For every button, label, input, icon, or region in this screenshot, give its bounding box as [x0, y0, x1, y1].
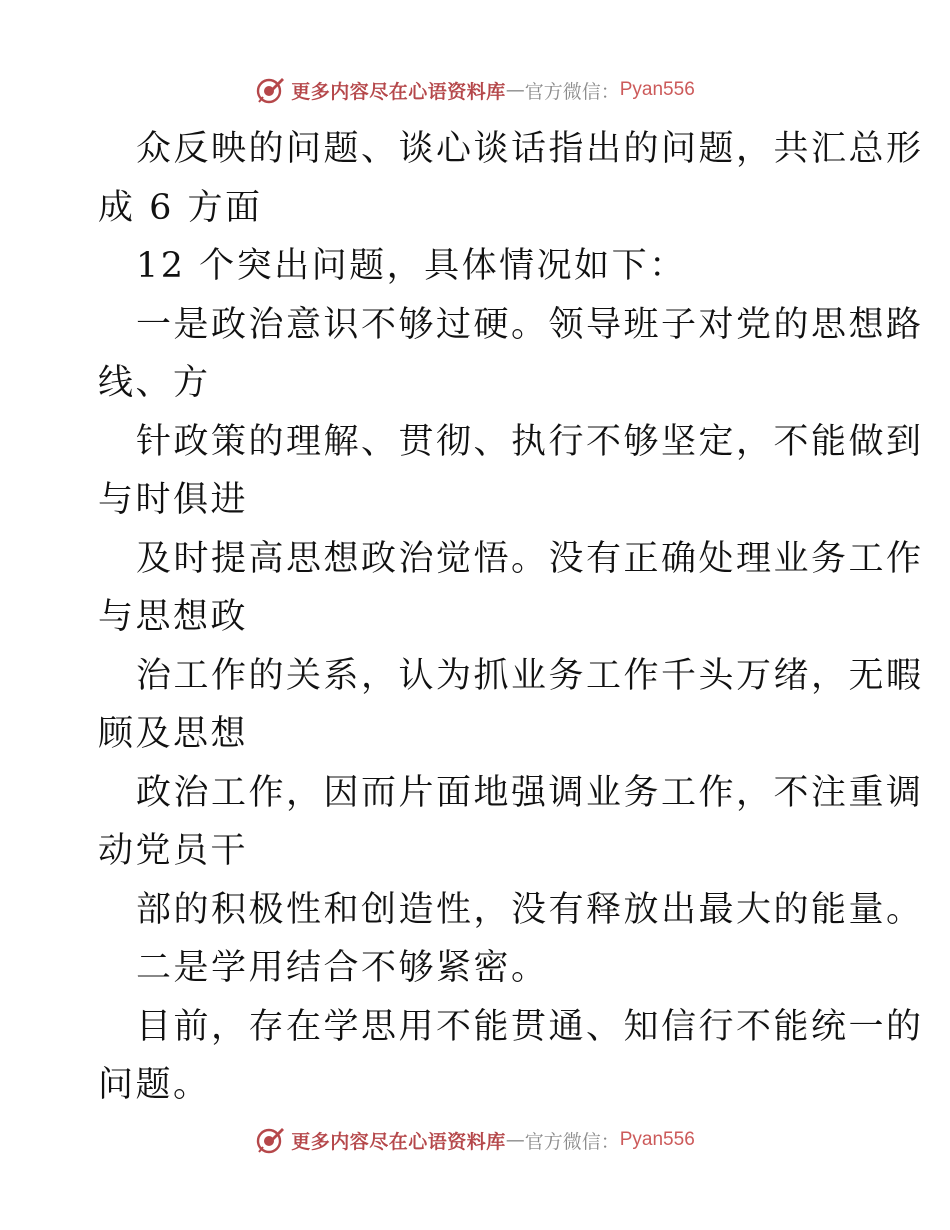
text-line: 顾及思想 [98, 714, 249, 754]
text-line: 与时俱进 [98, 480, 249, 520]
text-line: 线、方 [98, 363, 211, 403]
banner-brand: 更多内容尽在心语资料库 [291, 1130, 506, 1153]
banner-dash: — [505, 79, 525, 101]
pen-circle-logo-icon [255, 75, 285, 105]
text-line: 众反映的问题、谈心谈话指出的问题，共汇总形 [136, 129, 924, 169]
document-body [98, 120, 924, 1115]
banner-wechat-id: Pyan556 [619, 79, 695, 100]
banner-text [291, 77, 695, 104]
text-line: 与思想政 [98, 597, 249, 637]
text-line: 一是政治意识不够过硬。领导班子对党的思想路 [136, 304, 924, 345]
text-line: 部的积极性和创造性，没有释放出最大的能量。 [136, 889, 924, 930]
text-line: 目前，存在学思用不能贯通、知信行不能统一的 [136, 1006, 924, 1047]
text-line: 二是学用结合不够紧密。 [136, 948, 549, 988]
header-banner [0, 70, 950, 110]
banner-wechat-id: Pyan556 [619, 1129, 695, 1150]
banner-text [291, 1127, 695, 1154]
banner-brand: 更多内容尽在心语资料库 [291, 80, 506, 103]
text-line: 及时提高思想政治觉悟。没有正确处理业务工作 [136, 538, 924, 579]
text-line: 动党员干 [98, 831, 249, 871]
text-line: 成 6 方面 [98, 187, 263, 228]
text-line: 治工作的关系，认为抓业务工作千头万绪，无暇 [136, 655, 924, 696]
text-line: 政治工作，因而片面地强调业务工作，不注重调 [136, 772, 924, 813]
text-line: 问题。 [98, 1065, 211, 1105]
banner-dash: — [505, 1129, 525, 1151]
footer-banner [0, 1120, 950, 1160]
banner-wechat-label: 官方微信： [524, 80, 620, 103]
text-line: 12 个突出问题，具体情况如下： [136, 246, 687, 286]
pen-circle-logo-icon [255, 1125, 285, 1155]
text-line: 针政策的理解、贯彻、执行不够坚定，不能做到 [136, 421, 924, 462]
banner-wechat-label: 官方微信： [524, 1130, 620, 1153]
